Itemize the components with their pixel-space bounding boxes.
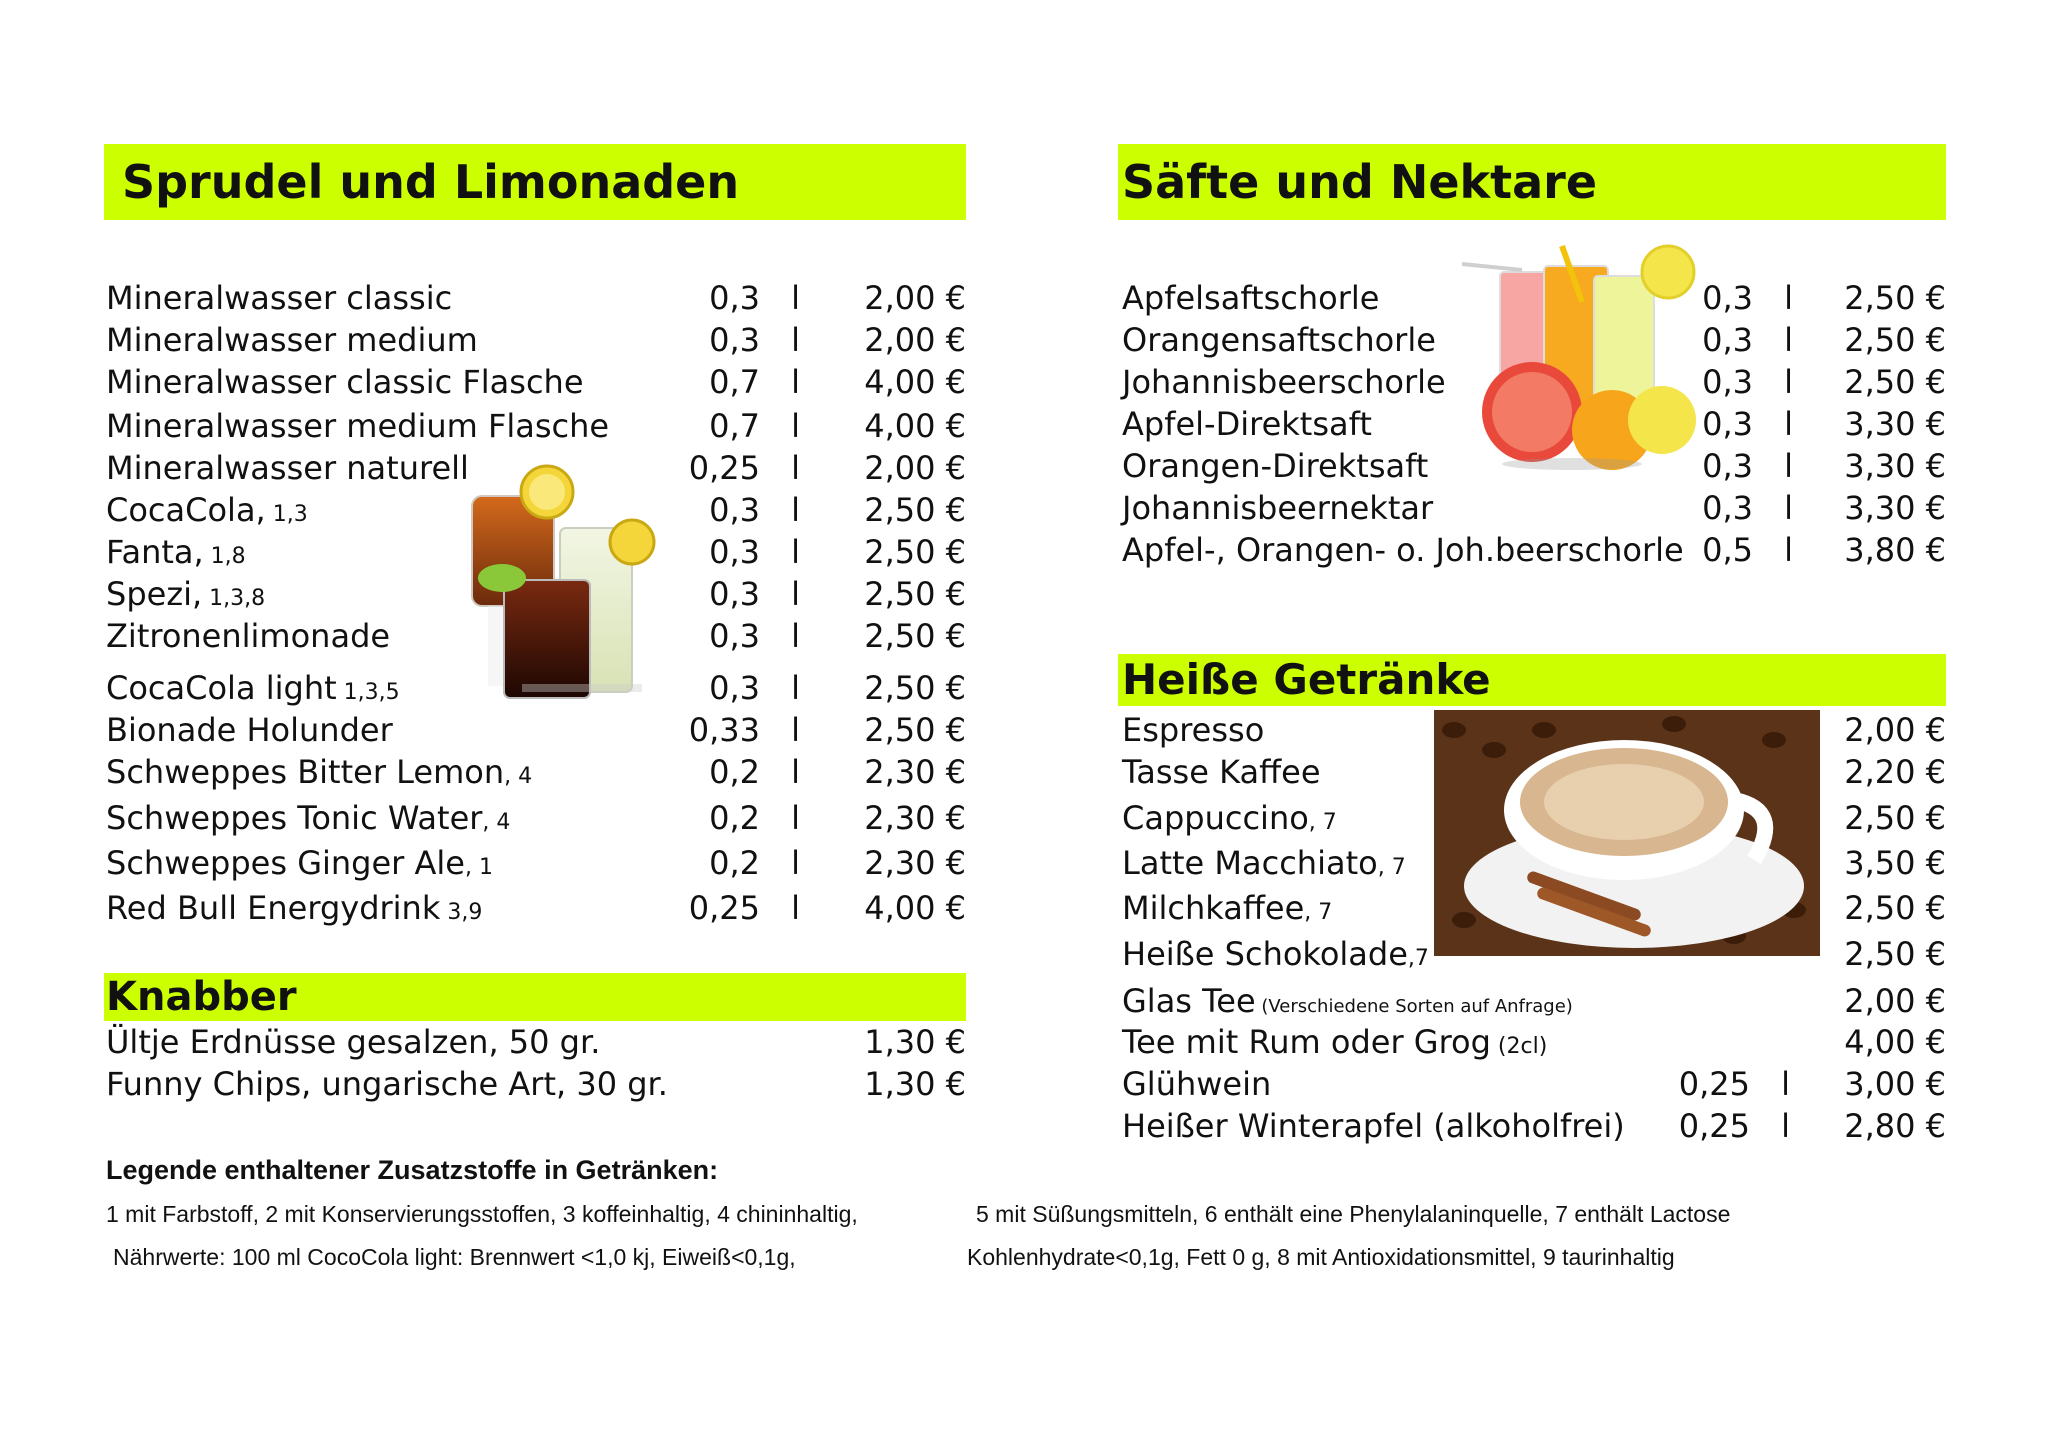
item-additives: 1,3: [265, 502, 308, 527]
legend-line2-left: Nährwerte: 100 ml CocoCola light: Brennwert <1,0 kj, Eiweiß<0,1g,: [113, 1244, 796, 1270]
item-volume: 0,2: [709, 844, 760, 882]
menu-item-row: [106, 710, 966, 750]
item-price: 2,50 €: [864, 711, 966, 749]
item-price: 3,50 €: [1844, 844, 1946, 882]
item-volume-group: [709, 752, 800, 792]
item-name: Cappuccino: [1122, 799, 1309, 837]
item-name-group: [1122, 752, 1321, 792]
item-unit: l: [1784, 489, 1793, 527]
item-unit: l: [791, 321, 800, 359]
item-volume: 0,3: [709, 491, 760, 529]
header-heiss: [1118, 654, 1946, 706]
item-name: CocaCola light: [106, 669, 337, 707]
item-price: 2,50 €: [1844, 363, 1946, 401]
item-price: 1,30 €: [864, 1023, 966, 1061]
item-name: Glühwein: [1122, 1065, 1272, 1103]
item-unit: l: [791, 491, 800, 529]
item-name-group: [1122, 1064, 1271, 1104]
item-volume: 0,2: [709, 753, 760, 791]
item-name-group: [106, 574, 265, 619]
item-unit: l: [791, 889, 800, 927]
item-volume: 0,25: [1678, 1107, 1750, 1145]
item-name-group: [106, 362, 584, 402]
item-name: Heißer Winterapfel (alkoholfrei): [1122, 1107, 1625, 1145]
item-volume: 0,3: [709, 669, 760, 707]
menu-item-row: [106, 362, 966, 402]
item-unit: l: [791, 617, 800, 655]
item-price: 2,50 €: [1844, 279, 1946, 317]
item-volume-group: [689, 888, 800, 928]
item-volume-group: [709, 320, 800, 360]
item-name-group: [1122, 981, 1573, 1027]
item-unit: l: [791, 363, 800, 401]
item-price: 4,00 €: [864, 407, 966, 445]
item-name: Mineralwasser classic: [106, 279, 453, 317]
item-additives: ,7: [1407, 946, 1429, 971]
item-volume-group: [709, 278, 800, 318]
item-price: 3,00 €: [1844, 1065, 1946, 1103]
item-name-group: [106, 1064, 668, 1104]
item-name: Fanta,: [106, 533, 204, 571]
item-price: 2,50 €: [1844, 935, 1946, 973]
item-unit: l: [1784, 321, 1793, 359]
item-unit: l: [791, 799, 800, 837]
item-name-group: [106, 843, 493, 888]
item-name: Mineralwasser classic Flasche: [106, 363, 584, 401]
item-volume-group: [709, 616, 800, 656]
item-price: 2,50 €: [1844, 321, 1946, 359]
item-unit: l: [1784, 405, 1793, 443]
item-volume: 0,3: [1702, 363, 1753, 401]
item-name-group: [1122, 530, 1684, 570]
item-name-group: [106, 752, 532, 797]
item-name-group: [1122, 888, 1332, 933]
item-volume: 0,3: [709, 617, 760, 655]
menu-item-row: [106, 888, 966, 928]
item-volume: 0,25: [1678, 1065, 1750, 1103]
item-volume: 0,25: [688, 889, 760, 927]
item-additives: , 7: [1304, 900, 1333, 925]
item-additives: 1,8: [203, 544, 246, 569]
item-price: 3,30 €: [1844, 447, 1946, 485]
item-name: Mineralwasser medium: [106, 321, 478, 359]
menu-item-row: [1122, 530, 1946, 570]
menu-item-row: [1122, 1064, 1946, 1104]
item-volume: 0,3: [1702, 321, 1753, 359]
item-volume-group: [709, 362, 800, 402]
item-name-group: [106, 278, 452, 318]
menu-item-row: [1122, 981, 1946, 1021]
menu-item-row: [106, 843, 966, 883]
item-name: Funny Chips, ungarische Art, 30 gr.: [106, 1065, 668, 1103]
header-knabber-title: Knabber: [106, 974, 297, 1020]
item-price: 2,00 €: [1844, 982, 1946, 1020]
item-name-group: [1122, 278, 1379, 318]
item-volume-group: [1679, 1064, 1790, 1104]
item-name: Johannisbeerschorle: [1122, 363, 1446, 401]
item-volume-group: [709, 668, 800, 708]
item-unit: l: [1781, 1065, 1790, 1103]
item-volume: 0,25: [688, 449, 760, 487]
item-additives: 1,3,8: [202, 586, 266, 611]
item-name-group: [1122, 710, 1264, 750]
item-volume-group: [1702, 488, 1793, 528]
item-volume: 0,3: [709, 279, 760, 317]
item-name: Apfel-Direktsaft: [1122, 405, 1372, 443]
item-unit: l: [791, 753, 800, 791]
header-sprudel: [104, 144, 966, 220]
menu-item-row: [106, 798, 966, 838]
item-name: Heiße Schokolade: [1122, 935, 1408, 973]
item-volume: 0,33: [688, 711, 760, 749]
item-name-group: [1122, 320, 1436, 360]
menu-item-row: [106, 278, 966, 318]
menu-item-row: [106, 320, 966, 360]
item-price: 2,50 €: [864, 533, 966, 571]
item-price: 2,30 €: [864, 799, 966, 837]
item-price: 2,50 €: [864, 669, 966, 707]
item-price: 3,80 €: [1844, 531, 1946, 569]
item-price: 2,80 €: [1844, 1107, 1946, 1145]
item-volume-group: [709, 532, 800, 572]
item-volume: 0,3: [1702, 489, 1753, 527]
menu-item-row: [1122, 488, 1946, 528]
item-volume-group: [709, 798, 800, 838]
menu-item-row: [106, 406, 966, 446]
item-volume: 0,7: [709, 407, 760, 445]
item-name: Schweppes Bitter Lemon: [106, 753, 505, 791]
item-additives: , 7: [1377, 855, 1406, 880]
menu-item-row: [106, 1022, 966, 1062]
item-volume-group: [709, 574, 800, 614]
header-saefte: [1118, 144, 1946, 220]
item-unit: l: [1781, 1107, 1790, 1145]
item-name-group: [106, 668, 400, 713]
item-unit: l: [791, 575, 800, 613]
legend-line2-right: Kohlenhydrate<0,1g, Fett 0 g, 8 mit Antioxidationsmittel, 9 taurinhaltig: [967, 1244, 1675, 1270]
item-additives: 3,9: [440, 900, 483, 925]
item-name: Ültje Erdnüsse gesalzen, 50 gr.: [106, 1023, 601, 1061]
header-heiss-title: Heiße Getränke: [1122, 655, 1491, 704]
item-name-group: [1122, 446, 1428, 486]
soft-drinks-photo: [462, 460, 672, 706]
item-additives: (2cl): [1490, 1034, 1548, 1059]
item-price: 2,30 €: [864, 844, 966, 882]
item-additives: , 4: [504, 764, 533, 789]
item-name-group: [106, 320, 478, 360]
item-price: 1,30 €: [864, 1065, 966, 1103]
menu-item-row: [106, 752, 966, 792]
item-name-group: [1122, 934, 1429, 979]
item-price: 4,00 €: [864, 363, 966, 401]
juice-glasses-photo: [1462, 242, 1700, 470]
item-unit: l: [1784, 363, 1793, 401]
item-name: CocaCola,: [106, 491, 266, 529]
item-additives: , 7: [1308, 810, 1337, 835]
item-name-group: [1122, 362, 1446, 402]
item-volume: 0,7: [709, 363, 760, 401]
item-name-group: [106, 532, 246, 577]
cappuccino-photo: [1434, 710, 1820, 956]
item-price: 2,50 €: [1844, 889, 1946, 927]
item-name: Tee mit Rum oder Grog: [1122, 1023, 1491, 1061]
item-volume-group: [689, 710, 800, 750]
item-note: (Verschiedene Sorten auf Anfrage): [1255, 996, 1573, 1017]
item-volume: 0,3: [1702, 279, 1753, 317]
item-name: Schweppes Tonic Water: [106, 799, 483, 837]
item-name-group: [106, 1022, 600, 1062]
item-name-group: [106, 448, 469, 488]
item-name-group: [106, 798, 510, 843]
item-unit: l: [791, 533, 800, 571]
item-unit: l: [1784, 531, 1793, 569]
item-name: Bionade Holunder: [106, 711, 393, 749]
item-volume-group: [1679, 1106, 1790, 1146]
item-price: 2,50 €: [864, 617, 966, 655]
item-name: Milchkaffee: [1122, 889, 1305, 927]
item-name-group: [106, 888, 482, 933]
item-volume-group: [709, 406, 800, 446]
legend-line1-right: 5 mit Süßungsmitteln, 6 enthält eine Phenylalaninquelle, 7 enthält Lactose: [976, 1201, 1731, 1227]
item-volume-group: [1702, 446, 1793, 486]
item-unit: l: [791, 711, 800, 749]
item-volume: 0,2: [709, 799, 760, 837]
item-name-group: [1122, 843, 1406, 888]
item-price: 2,20 €: [1844, 753, 1946, 791]
item-additives: 1,3,5: [336, 680, 400, 705]
item-name: Apfel-, Orangen- o. Joh.beerschorle: [1122, 531, 1684, 569]
item-price: 2,00 €: [864, 321, 966, 359]
item-name-group: [106, 406, 609, 446]
item-name: Apfelsaftschorle: [1122, 279, 1380, 317]
menu-item-row: [1122, 1022, 1946, 1062]
item-name: Latte Macchiato: [1122, 844, 1378, 882]
item-price: 2,50 €: [864, 575, 966, 613]
item-name: Orangensaftschorle: [1122, 321, 1436, 359]
item-volume-group: [1702, 320, 1793, 360]
item-price: 2,00 €: [1844, 711, 1946, 749]
item-price: 4,00 €: [1844, 1023, 1946, 1061]
item-volume-group: [689, 448, 800, 488]
item-name: Tasse Kaffee: [1122, 753, 1321, 791]
item-name-group: [106, 616, 390, 656]
item-unit: l: [791, 844, 800, 882]
header-sprudel-title: Sprudel und Limonaden: [122, 155, 740, 209]
item-volume: 0,3: [1702, 447, 1753, 485]
item-volume: 0,3: [709, 533, 760, 571]
legend-line1-left: 1 mit Farbstoff, 2 mit Konservierungsstoffen, 3 koffeinhaltig, 4 chininhaltig,: [106, 1201, 858, 1227]
item-name: Glas Tee: [1122, 982, 1256, 1020]
item-volume: 0,3: [709, 575, 760, 613]
item-name: Red Bull Energydrink: [106, 889, 441, 927]
item-name-group: [1122, 1106, 1625, 1146]
item-volume-group: [709, 843, 800, 883]
item-unit: l: [1784, 447, 1793, 485]
item-volume-group: [1702, 530, 1793, 570]
legend-title: Legende enthaltener Zusatzstoffe in Getränken:: [106, 1155, 719, 1185]
item-name: Mineralwasser medium Flasche: [106, 407, 610, 445]
item-additives: , 1: [464, 855, 493, 880]
menu-item-row: [1122, 1106, 1946, 1146]
item-unit: l: [791, 669, 800, 707]
item-volume: 0,3: [1702, 405, 1753, 443]
menu-item-row: [106, 1064, 966, 1104]
item-volume-group: [1702, 278, 1793, 318]
item-name: Johannisbeernektar: [1122, 489, 1434, 527]
item-name: Orangen-Direktsaft: [1122, 447, 1429, 485]
item-price: 2,00 €: [864, 449, 966, 487]
item-name: Zitronenlimonade: [106, 617, 391, 655]
item-unit: l: [791, 279, 800, 317]
item-price: 2,30 €: [864, 753, 966, 791]
item-name-group: [1122, 404, 1372, 444]
item-name-group: [1122, 798, 1337, 843]
item-name: Espresso: [1122, 711, 1265, 749]
item-volume: 0,3: [709, 321, 760, 359]
item-name: Spezi,: [106, 575, 203, 613]
header-knabber: [104, 973, 966, 1021]
item-name-group: [1122, 488, 1433, 528]
item-price: 3,30 €: [1844, 405, 1946, 443]
item-price: 3,30 €: [1844, 489, 1946, 527]
item-name-group: [106, 710, 393, 750]
item-price: 2,00 €: [864, 279, 966, 317]
item-unit: l: [791, 449, 800, 487]
item-volume-group: [1702, 404, 1793, 444]
item-unit: l: [1784, 279, 1793, 317]
item-volume-group: [1702, 362, 1793, 402]
item-additives: , 4: [482, 810, 511, 835]
item-name-group: [1122, 1022, 1547, 1067]
item-name: Mineralwasser naturell: [106, 449, 469, 487]
item-unit: l: [791, 407, 800, 445]
item-name-group: [106, 490, 308, 535]
item-volume-group: [709, 490, 800, 530]
item-price: 4,00 €: [864, 889, 966, 927]
item-price: 2,50 €: [864, 491, 966, 529]
header-saefte-title: Säfte und Nektare: [1122, 155, 1598, 209]
item-name: Schweppes Ginger Ale: [106, 844, 465, 882]
item-volume: 0,5: [1702, 531, 1753, 569]
item-price: 2,50 €: [1844, 799, 1946, 837]
